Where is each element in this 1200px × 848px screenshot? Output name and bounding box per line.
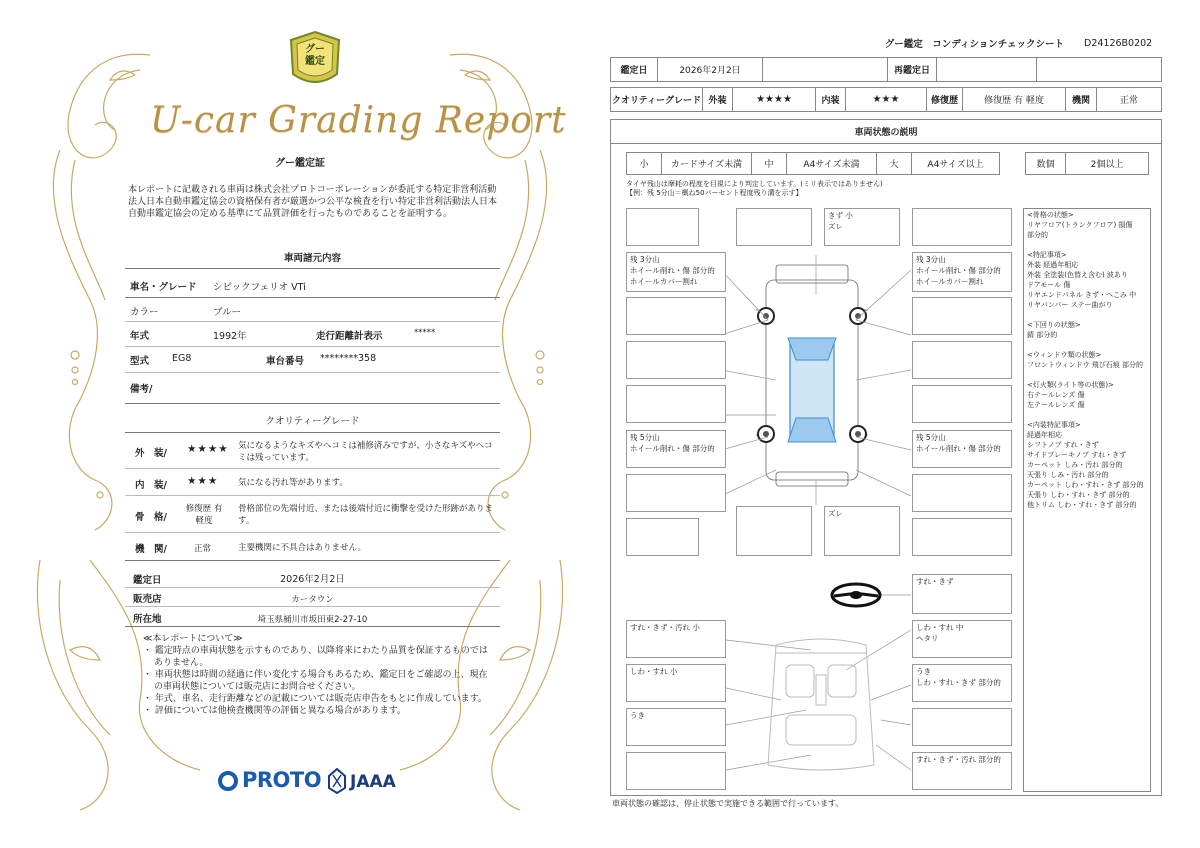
legend-medium: 中 [751,152,787,175]
condition-check-sheet [606,0,1200,848]
mileage-label: 走行距離計表示 [316,331,383,342]
jaaa-logo-mark [328,768,346,794]
proto-logo: PROTO [242,768,322,792]
damage-box-right-4 [912,474,1012,512]
engine-description: 主要機関に不具合はありません。 [238,543,367,553]
vehicle-name-value: シビックフェリオ VTi [213,282,306,293]
damage-box-rear-center: ズレ [824,506,900,556]
remarks-label: 備考/ [130,384,153,395]
legend-small: 小 [626,152,662,175]
address-value: 埼玉県桶川市坂田東2-27-10 [257,615,368,625]
dealer-value: カータウン [291,595,334,605]
legend-medium-desc: A4サイズ未満 [786,152,877,175]
address-label: 所在地 [133,614,162,625]
legend-small-desc: カードサイズ未満 [661,152,752,175]
interior-box-right-3 [912,708,1012,746]
frame-label: 骨 格/ [135,512,167,523]
legend-large: 大 [876,152,912,175]
sheet-footer-note: 車両状態の確認は、停止状態で実施できる範囲で行っています。 [612,799,844,808]
notice-item: ・ 年式、車名、走行距離などの記載については販売店申告をもとに作成しています。 [143,694,487,704]
frame-value: 修復歴 有 軽度 [185,504,223,526]
interior-description: 気になる汚れ等があります。 [238,478,348,488]
interior-box-steering: すれ・きず [912,574,1012,614]
damage-box-right-1 [912,297,1012,335]
repair-history-label: 修復歴 [926,87,963,112]
interior-box-left-2: しわ・すれ 小 [626,664,726,702]
damage-box-front-right [912,208,1012,246]
vehicle-name-label: 車名・グレード [130,282,197,293]
exterior-label: 外装 [702,87,733,112]
notice-title: ≪本レポートについて≫ [143,634,243,644]
appraisal-date-value: 2026年2月2日 [657,57,763,82]
interior-box-right-4: すれ・きず・汚れ 部分的 [912,752,1012,790]
damage-box-rear-right-wheel: 残 5分山 ホイール削れ・傷 部分的 [912,430,1012,468]
notice-list [143,645,493,717]
year-label: 年式 [130,331,150,342]
exterior-stars: ★★★★ [187,443,229,455]
quality-grade-label: クオリティーグレード [610,87,703,112]
model-code-label: 型式 [130,356,150,367]
interior-box-right-2: うき しわ・すれ・きず 部分的 [912,664,1012,702]
report-script-title: U-car Grading Report [150,100,567,141]
interior-stars: ★★★ [845,87,927,112]
certificate-statement: 本レポートに記載される車両は株式会社プロトコーポレーションが委託する特定非営利活動法人日本自動車鑑定協会の資格保有者が厳選かつ公平な検査を行い特定非営利活動法人日本自動車鑑定協会の定める基準にて品質評価を行ったものであることを証明する。 [128,185,498,219]
appraisal-date-label: 鑑定日 [610,57,658,82]
reappraisal-date-value [936,57,1037,82]
specs-title: 車両諸元内容 [283,253,341,264]
damage-box-front-left-b [736,208,812,246]
notice-item: ・ 評価については他検査機関等の評価と異なる場合があります。 [143,706,406,716]
engine-value: 正常 [1096,87,1162,112]
proto-logo-mark [218,771,238,791]
damage-box-front-center: きず 小 ズレ [824,208,900,246]
inspection-date-label: 鑑定日 [133,575,162,586]
exterior-label: 外 装/ [135,448,167,459]
sheet-title: グー鑑定 コンディションチェックシート [884,39,1064,50]
interior-box-left-1: すれ・きず・汚れ 小 [626,620,726,658]
interior-stars: ★★★ [187,475,219,487]
damage-box-front-right-wheel: 残 3分山 ホイール削れ・傷 部分的 ホイールカバー割れ [912,252,1012,292]
document-id: D24126B0202 [1084,38,1153,49]
engine-label: 機 関/ [135,544,167,555]
model-code-value: EG8 [172,353,192,364]
dealer-label: 販売店 [133,594,162,605]
interior-box-left-3: うき [626,708,726,746]
color-value: ブルー [213,307,242,318]
jaaa-logo: JAAA [350,772,396,792]
quality-grade-title: クオリティーグレード [265,416,360,427]
car-interior-diagram [756,635,886,775]
interior-label: 内装 [815,87,846,112]
tire-note: タイヤ残山は摩耗の程度を目視により判定しています。(ミリ表示ではありません) 【例：残 5分山＝概ね50パーセント程度残り溝を示す】 [626,180,883,197]
notes-panel: <骨格の状態> リヤフロア(トランクフロア) 損傷 部分的 <特記事項> 外装 経過年相応 外装 全塗装(色替え含む) 波あり ドアモール 傷 リヤエンドパネル きず・へこみ 中 リヤバンパー ステー曲がり <下回りの状態> 錆 部分的 <ウィンドウ類の状態> フロントウィンドウ 飛び石痕 部分的 <灯火類(ライト等の状態)> 右テールレンズ 傷 左テールレンズ 傷 <内装特記事項> 経過年相応 シフトノブ すれ・きず サイドブレーキノブ すれ・きず カーペット しみ・汚れ 部分的 天張り しみ・汚れ 部分的 カーペット しわ・すれ・きず 部分的 天張り しわ・すれ・きず 部分的 他トリム しわ・すれ・きず 部分的 [1023,208,1151,792]
chassis-number-value: ********358 [320,353,377,364]
engine-value: 正常 [194,544,212,554]
damage-box-front-left-wheel: 残 3分山 ホイール削れ・傷 部分的 ホイールカバー割れ [626,252,726,292]
damage-box-rear-left-b [736,506,812,556]
damage-box-left-1 [626,297,726,335]
legend-count: 数個 [1025,152,1066,175]
steering-wheel-icon [826,580,886,610]
badge-text: グー 鑑定 [305,44,325,67]
legend-large-desc: A4サイズ以上 [911,152,1000,175]
exterior-description: 気になるようなキズやヘコミは補修済みですが、小さなキズやヘコミは残っています。 [238,441,493,463]
damage-box-right-3 [912,385,1012,423]
exterior-stars: ★★★★ [732,87,816,112]
color-label: カラー [130,307,159,318]
interior-label: 内 装/ [135,480,167,491]
condition-section-title: 車両状態の説明 [610,119,1162,144]
damage-box-rear-left-a [626,518,699,556]
chassis-number-label: 車台番号 [266,356,305,367]
mileage-value: ***** [414,328,436,338]
damage-box-left-2 [626,341,726,379]
notice-item: ・ 車両状態は時間の経過に伴い変化する場合もあるため、鑑定日をご確認の上、現在の車両状態については販売店にお問合せください。 [143,670,488,692]
reappraisal-date-label: 再鑑定日 [887,57,937,82]
damage-box-right-2 [912,341,1012,379]
frame-description: 骨格部位の先端付近、または後端付近に衝撃を受けた形跡があります。 [238,504,494,526]
interior-box-right-1: しわ・すれ 中 ヘタリ [912,620,1012,658]
damage-box-rear-left-wheel: 残 5分山 ホイール削れ・傷 部分的 [626,430,726,468]
damage-box-left-3 [626,385,726,423]
engine-label: 機関 [1065,87,1097,112]
blank-cell [762,57,888,82]
year-value: 1992年 [213,331,247,342]
certificate-heading: グー鑑定証 [275,158,325,169]
goo-appraisal-badge [287,30,343,92]
notice-item: ・ 鑑定時点の車両状態を示すものであり、以降将来にわたり品質を保証するものではありません。 [143,646,488,668]
damage-box-rear-right [912,518,1012,556]
damage-box-front-left-a [626,208,699,246]
blank-cell [1036,57,1162,82]
damage-box-left-4 [626,474,726,512]
legend-count-desc: 2個以上 [1065,152,1149,175]
interior-box-left-4 [626,752,726,790]
inspection-date-value: 2026年2月2日 [280,574,345,585]
repair-history-value: 修復歴 有 軽度 [962,87,1066,112]
